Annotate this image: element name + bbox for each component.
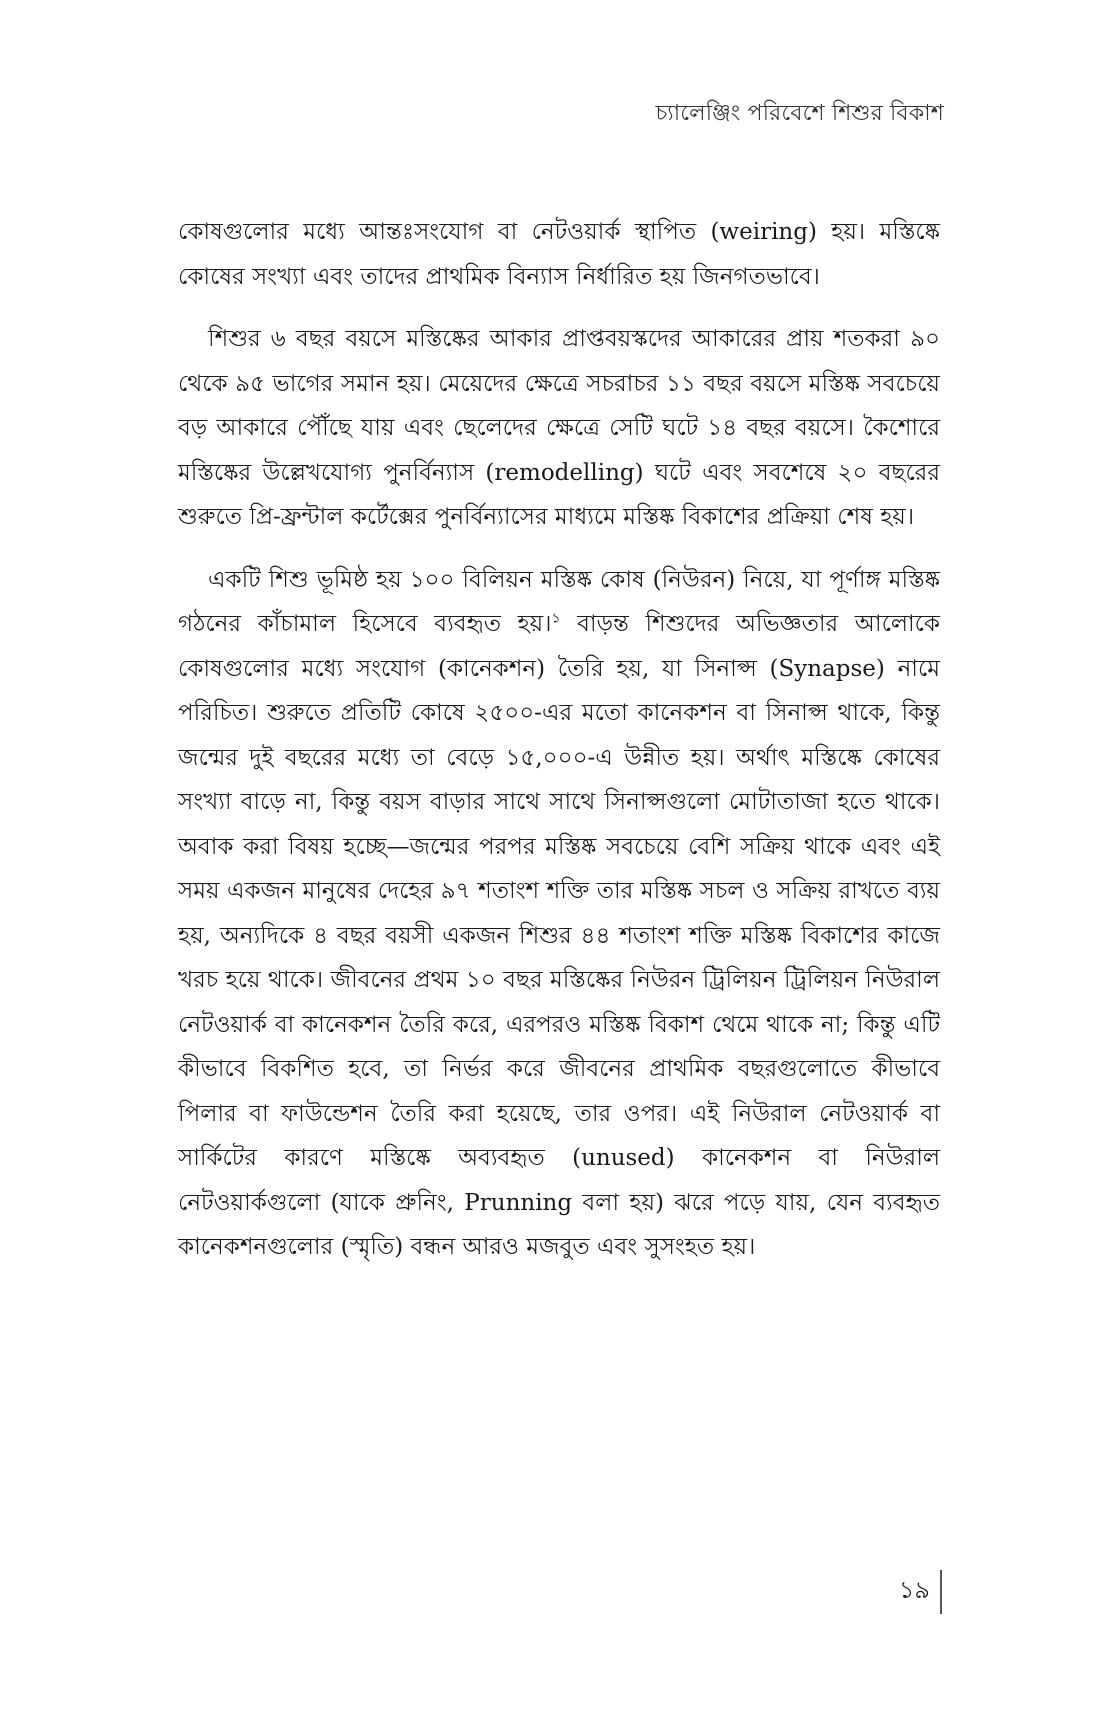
paragraph-continuation: কোষগুলোর মধ্যে আন্তঃসংযোগ বা নেটওয়ার্ক স্থাপিত (weiring) হয়। মস্তিষ্কে কোষের সংখ্যা এবং তাদের প্রাথমিক বিন্যাস নির্ধারিত হয় জিনগতভাবে।	[178, 219, 940, 290]
body-text	[178, 210, 940, 1288]
footnote-marker: ১	[551, 610, 561, 627]
page-number: ১৯	[898, 1576, 930, 1604]
paragraph-text-part: একটি শিশু ভূমিষ্ঠ হয় ১০০ বিলিয়ন মস্তিষ্ক কোষ (নিউরন) নিয়ে, যা পূর্ণাঙ্গ মস্তিষ্ক গঠনের কাঁচামাল হিসেবে ব্যবহৃত হয়।	[178, 566, 940, 637]
paragraph-text-part: বাড়ন্ত শিশুদের অভিজ্ঞতার আলোকে কোষগুলোর মধ্যে সংযোগ (কানেকশন) তৈরি হয়, যা সিনাপ্স (Synapse) নামে পরিচিত। শুরুতে প্রতিটি কোষে ২৫০০-এর মতো কানেকশন বা সিনাপ্স থাকে, কিন্তু জন্মের দুই বছরের মধ্যে তা বেড়ে ১৫,০০০-এ উন্নীত হয়। অর্থাৎ মস্তিষ্কে কোষের সংখ্যা বাড়ে না, কিন্তু বয়স বাড়ার সাথে সাথে সিনাপ্সগুলো মোটাতাজা হতে থাকে। অবাক করা বিষয় হচ্ছে—জন্মের পরপর মস্তিষ্ক সবচেয়ে বেশি সক্রিয় থাকে এবং এই সময় একজন মানুষের দেহের ৯৭ শতাংশ শক্তি তার মস্তিষ্ক সচল ও সক্রিয় রাখতে ব্যয় হয়, অন্যদিকে ৪ বছর বয়সী একজন শিশুর ৪৪ শতাংশ শক্তি মস্তিষ্ক বিকাশের কাজে খরচ হয়ে থাকে। জীবনের প্রথম ১০ বছর মস্তিষ্কের নিউরন ট্রিলিয়ন ট্রিলিয়ন নিউরাল নেটওয়ার্ক বা কানেকশন তৈরি করে, এরপরও মস্তিষ্ক বিকাশ থেমে থাকে না; কিন্তু এটি কীভাবে বিকশিত হবে, তা নির্ভর করে জীবনের প্রাথমিক বছরগুলোতে কীভাবে পিলার বা ফাউন্ডেশন তৈরি করা হয়েছে, তার ওপর। এই নিউরাল নেটওয়ার্ক বা সার্কিটের কারণে মস্তিষ্কে অব্যবহৃত (unused) কানেকশন বা নিউরাল নেটওয়ার্কগুলো (যাকে প্রুনিং, Prunning বলা হয়) ঝরে পড়ে যায়, যেন ব্যবহৃত কানেকশনগুলোর (স্মৃতি) বন্ধন আরও মজবুত এবং সুসংহত হয়।	[178, 611, 940, 1260]
page-folio	[899, 1570, 942, 1614]
paragraph-brain-size: শিশুর ৬ বছর বয়সে মস্তিষ্কের আকার প্রাপ্তবয়স্কদের আকারের প্রায় শতকরা ৯০ থেকে ৯৫ ভাগের সমান হয়। মেয়েদের ক্ষেত্রে সচরাচর ১১ বছর বয়সে মস্তিষ্ক সবচেয়ে বড় আকারে পৌঁছে যায় এবং ছেলেদের ক্ষেত্রে সেটি ঘটে ১৪ বছর বয়সে। কৈশোরে মস্তিষ্কের উল্লেখযোগ্য পুনর্বিন্যাস (remodelling) ঘটে এবং সবশেষে ২০ বছরের শুরুতে প্রি-ফ্রন্টাল কর্টেক্সের পুনর্বিন্যাসের মাধ্যমে মস্তিষ্ক বিকাশের প্রক্রিয়া শেষ হয়।	[178, 326, 940, 530]
paragraph-neurons	[178, 558, 940, 1270]
running-header: চ্যালেঞ্জিং পরিবেশে শিশুর বিকাশ	[655, 101, 944, 126]
folio-divider	[940, 1570, 942, 1614]
